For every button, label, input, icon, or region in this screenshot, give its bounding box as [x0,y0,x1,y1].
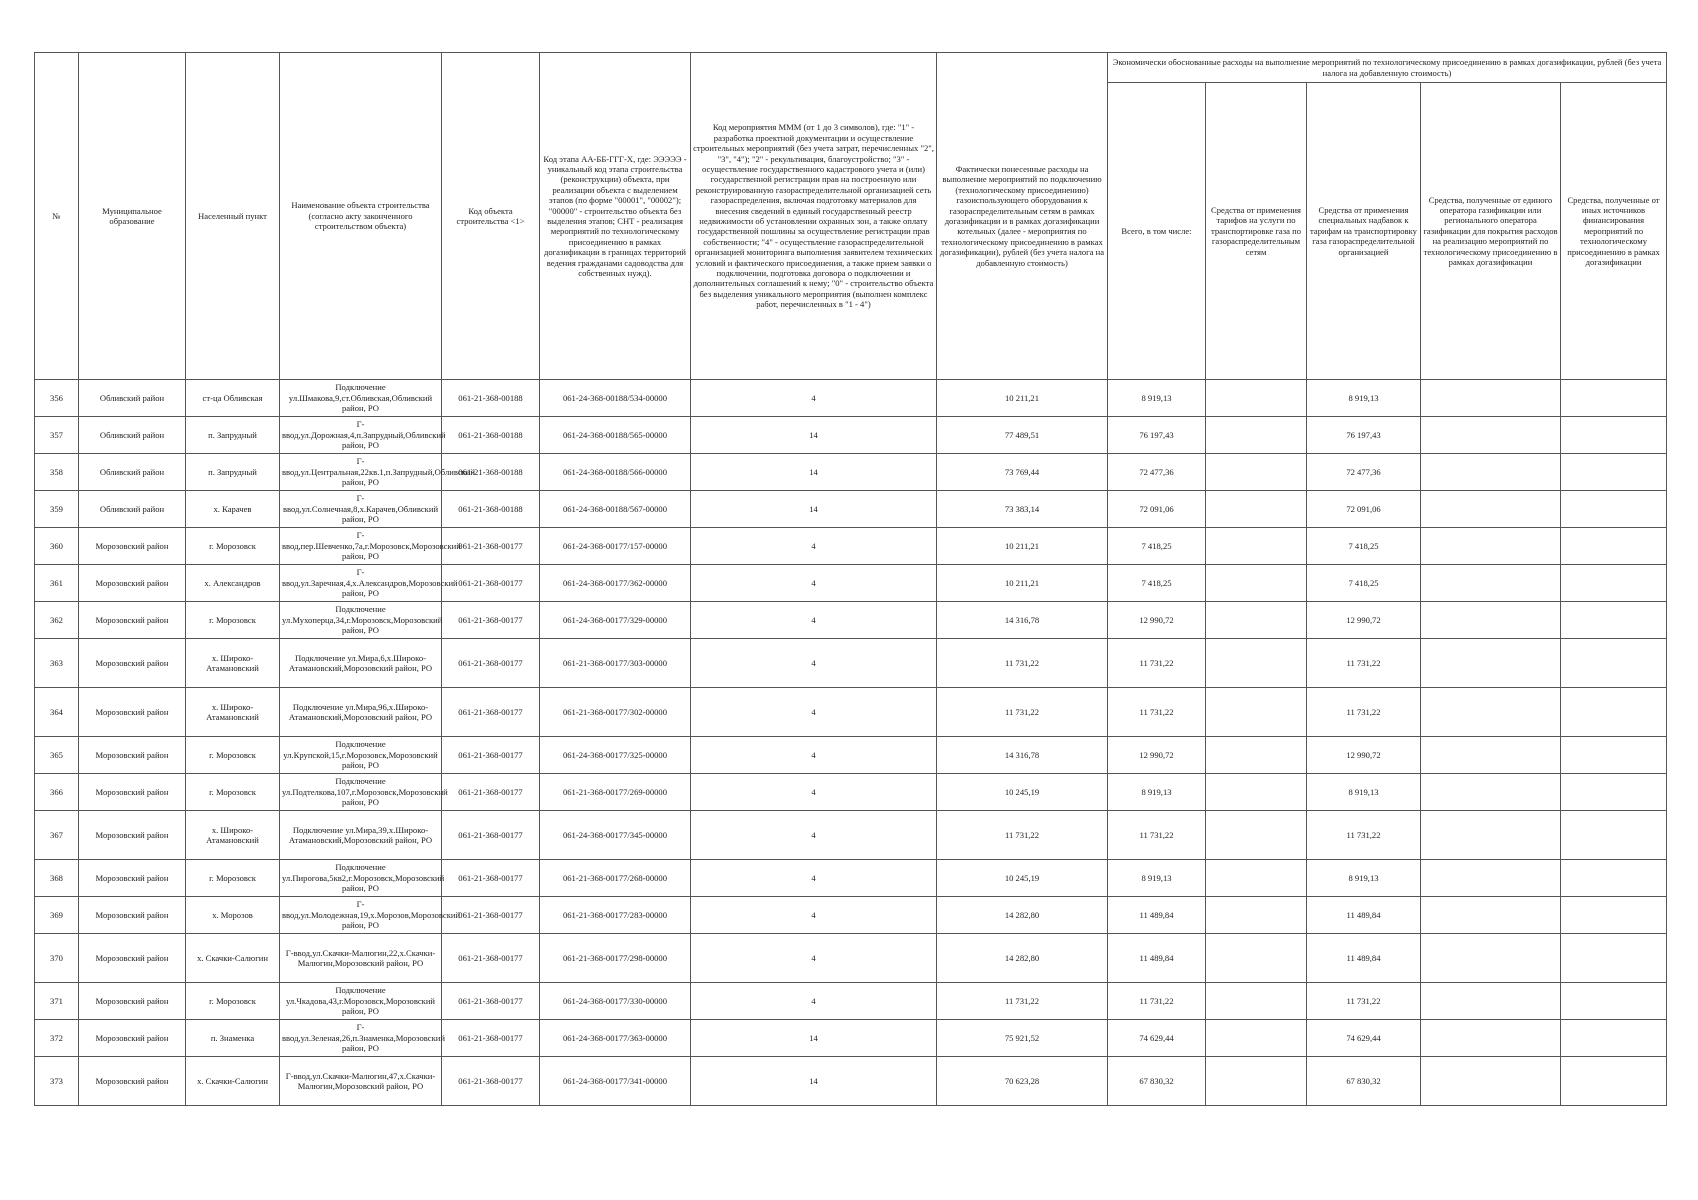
table-row [35,417,1667,454]
markups-cell: 12 990,72 [1307,737,1421,774]
table-row [35,454,1667,491]
municipality-cell: Морозовский район [79,811,186,860]
actual-costs-cell: 10 245,19 [937,774,1108,811]
operator-cell [1421,774,1561,811]
row-number: 357 [35,417,79,454]
settlement-cell: п. Запрудный [186,454,280,491]
operator-cell [1421,528,1561,565]
stage-code-cell: 061-24-368-00188/565-00000 [540,417,691,454]
total-cell: 76 197,43 [1108,417,1206,454]
municipality-cell: Обливский район [79,417,186,454]
tariffs-cell [1206,774,1307,811]
stage-code-cell: 061-21-368-00177/302-00000 [540,688,691,737]
row-number: 360 [35,528,79,565]
object-code-cell: 061-21-368-00177 [442,860,540,897]
stage-code-cell: 061-24-368-00188/567-00000 [540,491,691,528]
table-row [35,380,1667,417]
row-number: 362 [35,602,79,639]
object-code-cell: 061-21-368-00177 [442,737,540,774]
total-cell: 72 091,06 [1108,491,1206,528]
row-number: 370 [35,934,79,983]
object-name-cell: Подключение ул.Шмакова,9,ст.Обливская,Обливский район, РО [280,380,442,417]
object-code-cell: 061-21-368-00177 [442,811,540,860]
row-number: 358 [35,454,79,491]
actual-costs-cell: 11 731,22 [937,639,1108,688]
operator-cell [1421,688,1561,737]
other-sources-cell [1561,639,1667,688]
other-sources-cell [1561,737,1667,774]
total-cell: 12 990,72 [1108,602,1206,639]
stage-code-cell: 061-24-368-00177/362-00000 [540,565,691,602]
tariffs-cell [1206,860,1307,897]
object-code-cell: 061-21-368-00177 [442,528,540,565]
other-sources-cell [1561,602,1667,639]
operator-cell [1421,1020,1561,1057]
activity-code-cell: 4 [691,565,937,602]
markups-cell: 12 990,72 [1307,602,1421,639]
other-sources-cell [1561,811,1667,860]
total-cell: 7 418,25 [1108,565,1206,602]
settlement-cell: ст-ца Обливская [186,380,280,417]
operator-cell [1421,639,1561,688]
table-row [35,774,1667,811]
total-cell: 11 731,22 [1108,639,1206,688]
other-sources-cell [1561,774,1667,811]
operator-cell [1421,983,1561,1020]
tariffs-cell [1206,454,1307,491]
total-cell: 8 919,13 [1108,860,1206,897]
tariffs-cell [1206,528,1307,565]
settlement-cell: г. Морозовск [186,774,280,811]
tariffs-cell [1206,565,1307,602]
actual-costs-cell: 10 211,21 [937,528,1108,565]
object-code-cell: 061-21-368-00188 [442,454,540,491]
stage-code-cell: 061-21-368-00177/283-00000 [540,897,691,934]
operator-cell [1421,1057,1561,1106]
object-name-cell: Подключение ул.Мира,6,х.Широко-Атамановский,Морозовский район, РО [280,639,442,688]
other-sources-cell [1561,688,1667,737]
actual-costs-cell: 14 282,80 [937,897,1108,934]
object-code-cell: 061-21-368-00177 [442,602,540,639]
activity-code-cell: 4 [691,380,937,417]
operator-cell [1421,454,1561,491]
row-number: 363 [35,639,79,688]
tariffs-cell [1206,380,1307,417]
municipality-cell: Морозовский район [79,983,186,1020]
operator-cell [1421,860,1561,897]
actual-costs-cell: 14 316,78 [937,602,1108,639]
total-cell: 11 731,22 [1108,983,1206,1020]
table-row [35,1020,1667,1057]
object-code-cell: 061-21-368-00177 [442,639,540,688]
object-name-cell: Подключение ул.Чкадова,43,г.Морозовск,Морозовский район, РО [280,983,442,1020]
table-row [35,897,1667,934]
municipality-cell: Морозовский район [79,737,186,774]
municipality-cell: Морозовский район [79,1057,186,1106]
other-sources-cell [1561,1057,1667,1106]
settlement-cell: х. Скачки-Салюгин [186,934,280,983]
operator-cell [1421,565,1561,602]
total-cell: 11 731,22 [1108,688,1206,737]
row-number: 372 [35,1020,79,1057]
activity-code-cell: 4 [691,688,937,737]
total-cell: 12 990,72 [1108,737,1206,774]
municipality-cell: Морозовский район [79,528,186,565]
municipality-cell: Морозовский район [79,639,186,688]
markups-cell: 72 477,36 [1307,454,1421,491]
stage-code-cell: 061-21-368-00177/268-00000 [540,860,691,897]
markups-cell: 7 418,25 [1307,565,1421,602]
object-code-cell: 061-21-368-00177 [442,934,540,983]
total-cell: 11 489,84 [1108,897,1206,934]
tariffs-cell [1206,639,1307,688]
markups-cell: 8 919,13 [1307,860,1421,897]
actual-costs-cell: 73 769,44 [937,454,1108,491]
object-code-cell: 061-21-368-00177 [442,1020,540,1057]
object-code-cell: 061-21-368-00188 [442,380,540,417]
table-row [35,491,1667,528]
settlement-cell: х. Скачки-Салюгин [186,1057,280,1106]
actual-costs-cell: 14 282,80 [937,934,1108,983]
activity-code-cell: 4 [691,528,937,565]
table-row [35,565,1667,602]
table-row [35,983,1667,1020]
activity-code-cell: 4 [691,639,937,688]
operator-cell [1421,811,1561,860]
object-name-cell: Подключение ул.Мира,96,х.Широко-Атамановский,Морозовский район, РО [280,688,442,737]
tariffs-cell [1206,417,1307,454]
table-row [35,602,1667,639]
settlement-cell: г. Морозовск [186,983,280,1020]
actual-costs-cell: 11 731,22 [937,983,1108,1020]
row-number: 364 [35,688,79,737]
tariffs-cell [1206,491,1307,528]
header-total: Всего, в том числе: [1108,83,1206,380]
tariffs-cell [1206,602,1307,639]
settlement-cell: п. Запрудный [186,417,280,454]
object-code-cell: 061-21-368-00188 [442,491,540,528]
other-sources-cell [1561,860,1667,897]
costs-table [34,52,1667,1106]
operator-cell [1421,491,1561,528]
object-code-cell: 061-21-368-00177 [442,565,540,602]
markups-cell: 76 197,43 [1307,417,1421,454]
activity-code-cell: 4 [691,860,937,897]
operator-cell [1421,897,1561,934]
municipality-cell: Обливский район [79,491,186,528]
object-code-cell: 061-21-368-00188 [442,417,540,454]
stage-code-cell: 061-24-368-00177/329-00000 [540,602,691,639]
markups-cell: 7 418,25 [1307,528,1421,565]
markups-cell: 11 731,22 [1307,639,1421,688]
activity-code-cell: 4 [691,602,937,639]
total-cell: 11 731,22 [1108,811,1206,860]
activity-code-cell: 4 [691,811,937,860]
object-code-cell: 061-21-368-00177 [442,688,540,737]
activity-code-cell: 14 [691,1057,937,1106]
settlement-cell: г. Морозовск [186,737,280,774]
stage-code-cell: 061-24-368-00177/330-00000 [540,983,691,1020]
actual-costs-cell: 73 383,14 [937,491,1108,528]
row-number: 356 [35,380,79,417]
actual-costs-cell: 10 245,19 [937,860,1108,897]
activity-code-cell: 4 [691,737,937,774]
municipality-cell: Обливский район [79,454,186,491]
row-number: 365 [35,737,79,774]
actual-costs-cell: 75 921,52 [937,1020,1108,1057]
activity-code-cell: 14 [691,454,937,491]
municipality-cell: Морозовский район [79,897,186,934]
object-code-cell: 061-21-368-00177 [442,1057,540,1106]
settlement-cell: х. Широко-Атамановский [186,811,280,860]
row-number: 367 [35,811,79,860]
header-stage-code: Код этапа АА-ББ-ГГГ-Х, где: ЭЭЭЭЭ - уникальный код этапа строительства (реконструкции) объекта, при реализации объекта с выделением этапов (по форме "00001", "00002"); "00000" - строительство объекта без выделения этапов; СНТ - реализация мероприятий по технологическому присоединению в рамках догазификации в границах территорий ведения гражданами садоводства для собственных нужд). [540,53,691,380]
stage-code-cell: 061-24-368-00188/534-00000 [540,380,691,417]
object-name-cell: Г-ввод,ул.Молодежная,19,х.Морозов,Морозовский район, РО [280,897,442,934]
total-cell: 72 477,36 [1108,454,1206,491]
table-row [35,639,1667,688]
header-markups: Средства от применения специальных надбавок к тарифам на транспортировку газа газораспределительной организацией [1307,83,1421,380]
header-other-sources: Средства, полученные от иных источников финансирования мероприятий по технологическому присоединению в рамках догазификации [1561,83,1667,380]
tariffs-cell [1206,688,1307,737]
object-name-cell: Г-ввод,ул.Солнечная,8,х.Карачев,Обливский район, РО [280,491,442,528]
actual-costs-cell: 10 211,21 [937,565,1108,602]
markups-cell: 11 489,84 [1307,897,1421,934]
markups-cell: 72 091,06 [1307,491,1421,528]
municipality-cell: Морозовский район [79,602,186,639]
stage-code-cell: 061-24-368-00177/325-00000 [540,737,691,774]
object-name-cell: Г-ввод,пер.Шевченко,7а,г.Морозовск,Морозовский район, РО [280,528,442,565]
municipality-cell: Морозовский район [79,688,186,737]
object-code-cell: 061-21-368-00177 [442,983,540,1020]
tariffs-cell [1206,1020,1307,1057]
header-operator: Средства, полученные от единого оператора газификации или регионального оператора газификации для покрытия расходов на реализацию мероприятий по технологическому присоединению в рамках догазификации [1421,83,1561,380]
other-sources-cell [1561,897,1667,934]
other-sources-cell [1561,491,1667,528]
municipality-cell: Морозовский район [79,934,186,983]
total-cell: 8 919,13 [1108,380,1206,417]
header-activity-code: Код мероприятия МММ (от 1 до 3 символов), где: "1" - разработка проектной документации и осуществление строительных мероприятий (без учета затрат, перечисленных "2", "3", "4"); "2" - рекультивация, благоустройство; "3" - осуществление государственного кадастрового учета и (или) государственной регистрации прав на построенную или реконструированную газораспределительной организацией сеть газораспределения, включая подготовку материалов для внесения сведений в единый государственный реестр недвижимости об установлении охранных зон, а также оплату государственной пошлины за осуществление регистрации прав собственности; "4" - осуществление газораспределительной организацией мониторинга выполнения заявителем технических условий и фактического присоединения, а также прием заявки о подключении, подготовка договора о подключении и дополнительных соглашений к нему; "0" - строительство объекта без выделения уникального мероприятия (выполнен комплекс работ, перечисленных в "1 - 4") [691,53,937,380]
activity-code-cell: 4 [691,774,937,811]
markups-cell: 8 919,13 [1307,774,1421,811]
tariffs-cell [1206,983,1307,1020]
municipality-cell: Обливский район [79,380,186,417]
object-name-cell: Подключение ул.Крупской,15,г.Морозовск,Морозовский район, РО [280,737,442,774]
markups-cell: 67 830,32 [1307,1057,1421,1106]
markups-cell: 11 731,22 [1307,688,1421,737]
operator-cell [1421,934,1561,983]
header-object-name: Наименование объекта строительства (согласно акту законченного строительством объекта) [280,53,442,380]
object-code-cell: 061-21-368-00177 [442,774,540,811]
header-municipality: Муниципальное образование [79,53,186,380]
municipality-cell: Морозовский район [79,565,186,602]
stage-code-cell: 061-24-368-00177/341-00000 [540,1057,691,1106]
municipality-cell: Морозовский район [79,860,186,897]
other-sources-cell [1561,417,1667,454]
settlement-cell: х. Широко-Атамановский [186,639,280,688]
total-cell: 74 629,44 [1108,1020,1206,1057]
row-number: 366 [35,774,79,811]
row-number: 361 [35,565,79,602]
activity-code-cell: 14 [691,491,937,528]
operator-cell [1421,417,1561,454]
object-name-cell: Подключение ул.Мира,39,х.Широко-Атамановский,Морозовский район, РО [280,811,442,860]
operator-cell [1421,737,1561,774]
settlement-cell: п. Знаменка [186,1020,280,1057]
object-code-cell: 061-21-368-00177 [442,897,540,934]
stage-code-cell: 061-21-368-00177/269-00000 [540,774,691,811]
operator-cell [1421,380,1561,417]
header-group-economic-costs: Экономически обоснованные расходы на выполнение мероприятий по технологическому присоединению в рамках догазификации, рублей (без учета налога на добавленную стоимость) [1108,53,1667,83]
municipality-cell: Морозовский район [79,1020,186,1057]
municipality-cell: Морозовский район [79,774,186,811]
activity-code-cell: 4 [691,934,937,983]
table-row [35,811,1667,860]
tariffs-cell [1206,737,1307,774]
table-row [35,860,1667,897]
object-name-cell: Подключение ул.Подтелкова,107,г.Морозовск,Морозовский район, РО [280,774,442,811]
operator-cell [1421,602,1561,639]
total-cell: 7 418,25 [1108,528,1206,565]
settlement-cell: х. Александров [186,565,280,602]
row-number: 369 [35,897,79,934]
object-name-cell: Г-ввод,ул.Дорожная,4,п.Запрудный,Обливский район, РО [280,417,442,454]
actual-costs-cell: 14 316,78 [937,737,1108,774]
row-number: 373 [35,1057,79,1106]
other-sources-cell [1561,1020,1667,1057]
settlement-cell: г. Морозовск [186,860,280,897]
object-name-cell: Г-ввод,ул.Скачки-Малюгин,47,х.Скачки-Малюгин,Морозовский район, РО [280,1057,442,1106]
activity-code-cell: 14 [691,1020,937,1057]
other-sources-cell [1561,528,1667,565]
other-sources-cell [1561,454,1667,491]
total-cell: 11 489,84 [1108,934,1206,983]
row-number: 359 [35,491,79,528]
stage-code-cell: 061-21-368-00177/298-00000 [540,934,691,983]
object-name-cell: Г-ввод,ул.Скачки-Малюгин,22,х.Скачки-Малюгин,Морозовский район, РО [280,934,442,983]
actual-costs-cell: 11 731,22 [937,811,1108,860]
markups-cell: 11 489,84 [1307,934,1421,983]
row-number: 368 [35,860,79,897]
stage-code-cell: 061-21-368-00177/303-00000 [540,639,691,688]
table-body [35,380,1667,1106]
settlement-cell: г. Морозовск [186,528,280,565]
actual-costs-cell: 77 489,51 [937,417,1108,454]
other-sources-cell [1561,983,1667,1020]
markups-cell: 74 629,44 [1307,1020,1421,1057]
object-name-cell: Подключение ул.Пирогова,5кв2,г.Морозовск,Морозовский район, РО [280,860,442,897]
header-tariffs: Средства от применения тарифов на услуги по транспортировке газа по газораспределительным сетям [1206,83,1307,380]
actual-costs-cell: 70 623,28 [937,1057,1108,1106]
activity-code-cell: 4 [691,983,937,1020]
settlement-cell: г. Морозовск [186,602,280,639]
row-number: 371 [35,983,79,1020]
settlement-cell: х. Карачев [186,491,280,528]
object-name-cell: Г-ввод,ул.Зеленая,26,п.Знаменка,Морозовский район, РО [280,1020,442,1057]
table-header [35,53,1667,380]
other-sources-cell [1561,380,1667,417]
total-cell: 8 919,13 [1108,774,1206,811]
header-object-code: Код объекта строительства <1> [442,53,540,380]
other-sources-cell [1561,934,1667,983]
total-cell: 67 830,32 [1108,1057,1206,1106]
table-row [35,737,1667,774]
tariffs-cell [1206,897,1307,934]
stage-code-cell: 061-24-368-00177/363-00000 [540,1020,691,1057]
actual-costs-cell: 10 211,21 [937,380,1108,417]
markups-cell: 11 731,22 [1307,983,1421,1020]
tariffs-cell [1206,1057,1307,1106]
settlement-cell: х. Широко-Атамановский [186,688,280,737]
markups-cell: 11 731,22 [1307,811,1421,860]
header-num: № [35,53,79,380]
markups-cell: 8 919,13 [1307,380,1421,417]
other-sources-cell [1561,565,1667,602]
stage-code-cell: 061-24-368-00177/157-00000 [540,528,691,565]
activity-code-cell: 4 [691,897,937,934]
activity-code-cell: 14 [691,417,937,454]
stage-code-cell: 061-24-368-00188/566-00000 [540,454,691,491]
object-name-cell: Г-ввод,ул.Заречная,4,х.Александров,Морозовский район, РО [280,565,442,602]
table-row [35,1057,1667,1106]
tariffs-cell [1206,811,1307,860]
header-actual-costs: Фактически понесенные расходы на выполнение мероприятий по подключению (технологическому присоединению) газоиспользующего оборудования к газораспределительным сетям в рамках догазификации и в рамках догазификации котельных (далее - мероприятия по технологическому присоединению в рамках догазификации), рублей (без учета налога на добавленную стоимость) [937,53,1108,380]
tariffs-cell [1206,934,1307,983]
table-row [35,934,1667,983]
actual-costs-cell: 11 731,22 [937,688,1108,737]
settlement-cell: х. Морозов [186,897,280,934]
table-row [35,688,1667,737]
stage-code-cell: 061-24-368-00177/345-00000 [540,811,691,860]
table-row [35,528,1667,565]
object-name-cell: Подключение ул.Мухоперца,34,г.Морозовск,Морозовский район, РО [280,602,442,639]
object-name-cell: Г-ввод,ул.Центральная,22кв.1,п.Запрудный,Обливский район, РО [280,454,442,491]
header-settlement: Населенный пункт [186,53,280,380]
